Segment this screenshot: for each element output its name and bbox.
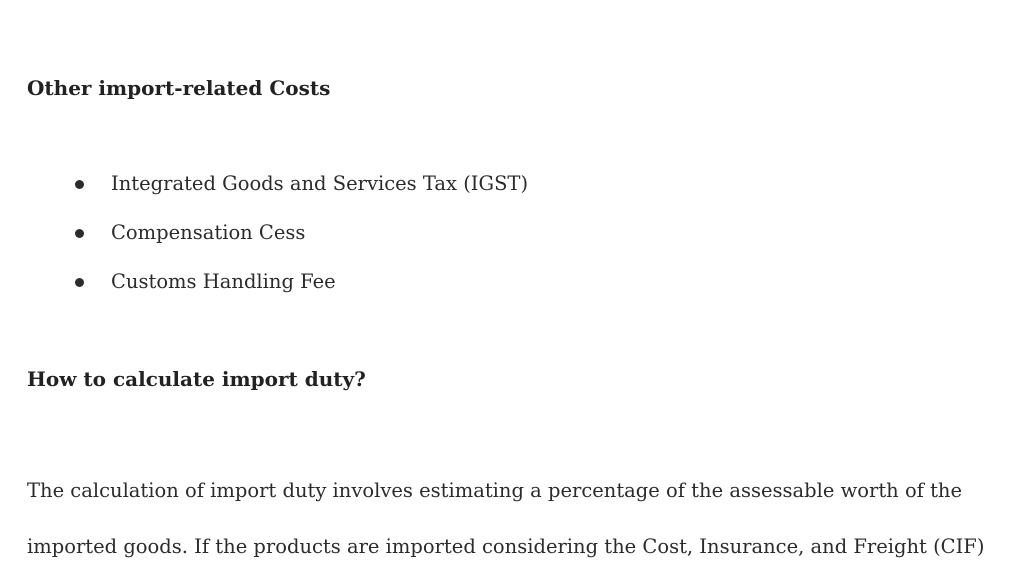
list-item-text: Customs Handling Fee: [111, 270, 336, 293]
document-page: [27, 0, 997, 576]
bullet-icon: [75, 229, 84, 238]
bullet-icon: [75, 278, 84, 287]
paragraph-line: The calculation of import duty involves estimating a percentage of the assessable worth of the: [27, 479, 963, 502]
section-heading-other-costs: Other import-related Costs: [27, 76, 331, 100]
paragraph-line: imported goods. If the products are imported considering the Cost, Insurance, and Freight (CIF): [27, 535, 985, 558]
list-item-text: Compensation Cess: [111, 221, 306, 244]
bullet-icon: [75, 180, 84, 189]
list-item-text: Integrated Goods and Services Tax (IGST): [111, 172, 529, 195]
body-paragraph: [27, 463, 987, 575]
section-heading-calculate-duty: How to calculate import duty?: [27, 367, 366, 391]
